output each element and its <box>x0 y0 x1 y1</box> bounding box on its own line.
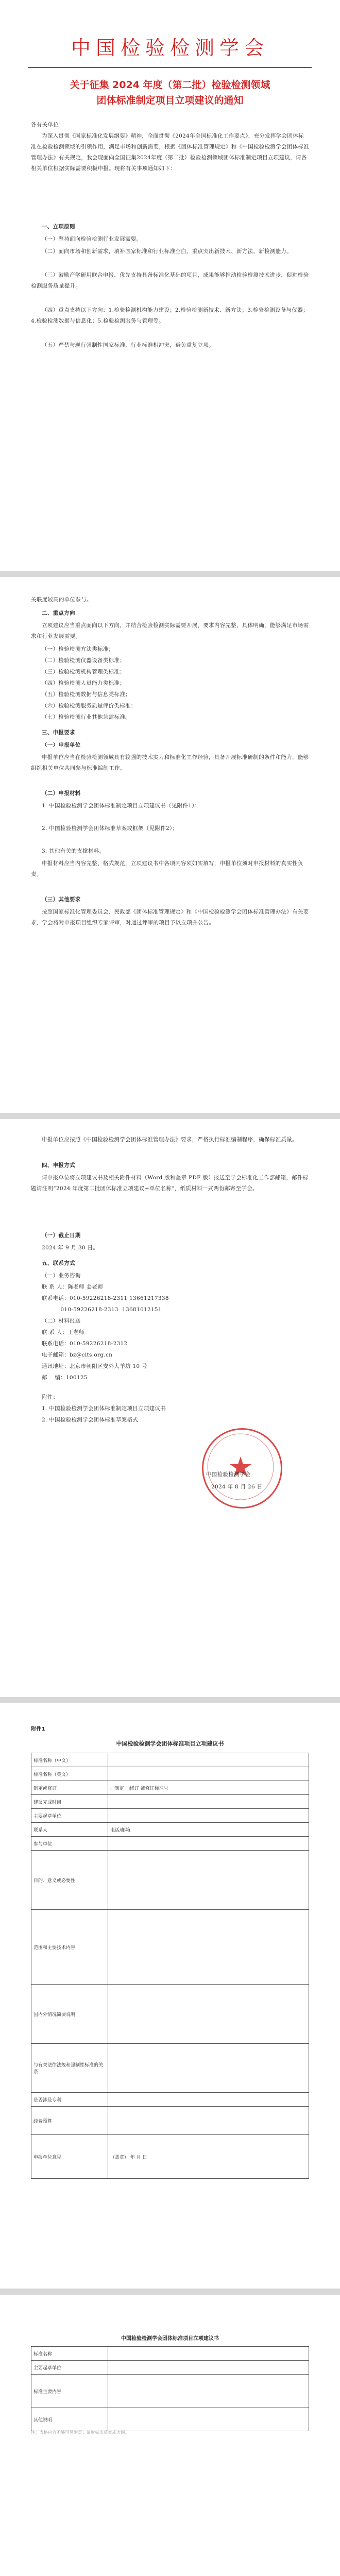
section-2-item: （七）检验检测行业其他急需标准。 <box>42 714 131 720</box>
section-2-title: 二、重点方向 <box>42 610 75 616</box>
page-1 <box>0 0 340 571</box>
form-value-cell: （盖章） 年 月 日 <box>108 2135 309 2179</box>
form-value-cell <box>108 1809 309 1823</box>
form-label-cell: 主要起草单位 <box>31 2361 108 2375</box>
form-label-cell: 其他说明 <box>31 2408 108 2431</box>
form-label-cell: 标准主要内容 <box>31 2375 108 2408</box>
paragraph-continued: 关联度较高的单位参与。 <box>31 597 92 603</box>
form-row <box>31 2375 309 2408</box>
section-2-item: （四）检验检测人员能力类标准； <box>42 680 125 686</box>
form-value-cell <box>108 2093 309 2107</box>
section-3-sub: （二）申报材料 <box>42 790 81 796</box>
form-value-cell <box>108 1795 309 1809</box>
form-label-cell: 经费预算 <box>31 2107 108 2135</box>
salutation: 各有关单位： <box>31 122 64 128</box>
contact-line: 联系电话：010-59226218-2311 13661217338 <box>42 1295 169 1301</box>
form-row <box>31 2044 309 2093</box>
sign-date: 2024 年 8 月 26 日 <box>211 1484 263 1490</box>
form-value-cell <box>108 1851 309 1910</box>
form-label-cell: 参与单位 <box>31 1837 108 1851</box>
form-value-cell <box>108 2347 309 2361</box>
form-row <box>31 1753 309 1767</box>
contact-line: 通讯地址：北京市朝阳区安外大羊坊 10 号 <box>42 1363 147 1369</box>
form-label-cell: 制定或修订 <box>31 1781 108 1795</box>
section-3-sub: （三）其他要求 <box>42 896 81 903</box>
form-value-cell: □制定 □修订 被修订标准号 <box>108 1781 309 1795</box>
section-1-item: （五）严禁与现行强制性国家标准、行业标准相冲突，避免重复立项。 <box>42 342 214 348</box>
form-label-cell: 标准名称 <box>31 2347 108 2361</box>
form-label-cell: 标准名称（英文） <box>31 1767 108 1781</box>
form-label-cell: 主要起草单位 <box>31 1809 108 1823</box>
form-row <box>31 1767 309 1781</box>
section-1-item: （一）坚持面向检验检测行业发展需要。 <box>42 236 142 242</box>
attachment-number: 附件1 <box>31 1726 45 1732</box>
form-label-cell: 申报单位意见 <box>31 2135 108 2179</box>
section-2-paragraph: 立项建议应当重点面向以下方向，并结合检验检测实际需要开展，要求内容完整、具体明确，能够满足市场需求和行业发展需要。 <box>31 622 309 639</box>
form-row <box>31 1837 309 1851</box>
section-2-item: （六）检验检测服务质量评价类标准； <box>42 703 137 709</box>
form-label-cell: 标准名称（中文） <box>31 1753 108 1767</box>
form-value-cell <box>108 2408 309 2431</box>
form-row <box>31 2135 309 2179</box>
form-value-cell <box>108 1910 309 1985</box>
deadline-label: （一）截止日期 <box>42 1232 81 1239</box>
form-row <box>31 1795 309 1809</box>
form-value-cell <box>108 2375 309 2408</box>
form-row <box>31 2347 309 2361</box>
page-3 <box>0 1119 340 1697</box>
form-row <box>31 1851 309 1910</box>
section-3-list-item: 1. 中国检验检测学会团体标准制定项目立项建议书（见附件1）； <box>42 803 200 809</box>
contact-line: （一）业务咨询 <box>42 1273 81 1279</box>
page-2 <box>0 577 340 1113</box>
letterhead-rule <box>28 67 312 68</box>
section-3-paragraph: 按照国家标准化管理委员会、民政部《团体标准管理规定》和《中国检验检测学会团体标准管理办法》有关要求，学会将对申报项目组织专家评审，对通过评审的项目予以立项并公告。 <box>31 909 309 926</box>
section-1-item: （三）鼓励产学研用联合申报，优先支持具备标准化基础的项目，成果能够推动检验检测技术进步，促进检验检测服务质量提升。 <box>31 272 309 289</box>
section-2-item: （五）检验检测数据与信息类标准； <box>42 691 131 698</box>
form-value-cell <box>108 2107 309 2135</box>
page-separator <box>0 2289 340 2295</box>
section-2-item: （二）检验检测仪器设备类标准； <box>42 657 125 664</box>
form-value-cell <box>108 2361 309 2375</box>
section-2-item: （一）检验检测方法类标准； <box>42 646 114 652</box>
section-3-paragraph: 申报单位应当在检验检测领域具有较强的技术实力和标准化工作经验，具备开展标准研制的条件和能力，能够组织相关单位共同参与标准编制工作。 <box>31 754 309 771</box>
doc-title-line1: 关于征集 2024 年度（第二批）检验检测领域 <box>70 79 270 91</box>
form-value-cell: 电话/邮箱 <box>108 1823 309 1837</box>
attachments-label: 附件： <box>42 1394 59 1400</box>
section-3-list-item: 2. 中国检验检测学会团体标准草案或框架（见附件2）； <box>42 825 178 832</box>
section-3-sub: （一）申报单位 <box>42 742 81 748</box>
page-5 <box>0 2295 340 2576</box>
form-label-cell: 与有关法律法规和强制性标准的关系 <box>31 2044 108 2093</box>
paragraph: 申报单位应按照《中国检验检测学会团体标准管理办法》要求，严格执行标准编制程序，确保标准质量。 <box>42 1137 298 1143</box>
page-4 <box>0 1703 340 2289</box>
intro-paragraph: 为深入贯彻《国家标准化发展纲要》精神，全面贯彻《2024年全国标准化工作要点》，充分发挥学会团体标准在检验检测领域的引领作用，满足市场和创新需要，根据《团体标准管理规定》和《中国检验检测学会团体标准管理办法》有关规定，我会现面向全国征集2024年度（第二批）检验检测领域团体标准制定项目立项建议，请各相关单位根据实际需要积极申报。现将有关事项通知如下： <box>31 133 309 172</box>
section-4-paragraph: 请申报单位将立项建议书及相关附件材料（Word 版和盖章 PDF 版）报送至学会标准化工作部邮箱，邮件标题请注明“2024 年度第二批团体标准立项建议+单位名称”，纸质材料一式两份邮寄至学会。 <box>31 1175 309 1192</box>
form-value-cell <box>108 2044 309 2093</box>
form-value-cell <box>108 1753 309 1767</box>
contact-line: 010-59226218-2313 13681012151 <box>42 1307 162 1313</box>
section-3-paragraph: 申报材料应当内容完整、格式规范，立项建议书中各项内容须如实填写，申报单位须对申报材料的真实性负责。 <box>31 860 303 877</box>
official-seal-icon <box>202 1428 282 1509</box>
doc-title-line2: 团体标准制定项目立项建议的通知 <box>96 95 244 106</box>
form-row <box>31 2107 309 2135</box>
section-4-title: 四、申报方式 <box>42 1162 75 1168</box>
form-row <box>31 2093 309 2107</box>
section-2-item: （三）检验检测机构管理类标准； <box>42 669 125 675</box>
contact-line: 联 系 人：陈老师 姜老师 <box>42 1284 103 1290</box>
proposal-form-table <box>31 1753 309 2179</box>
form-label-cell: 联系人 <box>31 1823 108 1837</box>
form-title: 中国检验检测学会团体标准项目立项建议书 <box>121 2336 219 2342</box>
form-title: 中国检验检测学会团体标准项目立项建议书 <box>116 1740 224 1747</box>
attachment-item: 2. 中国检验检测学会团体标准草案格式 <box>42 1417 139 1423</box>
section-1-item: （二）面向市场和创新需求，填补国家标准和行业标准空白，重点突出新技术、新方法、新检测能力。 <box>42 248 292 255</box>
contact-line: 电子邮箱：bz@cits.org.cn <box>42 1352 113 1358</box>
form-label-cell: 国内外情况简要说明 <box>31 1985 108 2044</box>
form-label-cell: 建议完成时间 <box>31 1795 108 1809</box>
form-row <box>31 1781 309 1795</box>
form-row <box>31 1985 309 2044</box>
form-label-cell: 目的、意义或必要性 <box>31 1851 108 1910</box>
signer: 中国检验检测学会 <box>206 1471 251 1478</box>
page-separator <box>0 1113 340 1119</box>
form-row <box>31 1809 309 1823</box>
section-1-title: 一、立项原则 <box>42 224 75 230</box>
form-footnote: 注：表格内容不够可另附页；请附标准草案或大纲。 <box>31 2430 129 2435</box>
form-row <box>31 2361 309 2375</box>
section-5-title: 五、联系方式 <box>42 1260 75 1266</box>
form-row <box>31 1910 309 1985</box>
content-form-table <box>31 2346 309 2431</box>
deadline-date: 2024 年 9 月 30 日。 <box>42 1245 99 1251</box>
letterhead-org: 中国检验检测学会 <box>71 37 269 59</box>
form-row <box>31 1823 309 1837</box>
attachment-item: 1. 中国检验检测学会团体标准制定项目立项建议书 <box>42 1405 166 1412</box>
page-separator <box>0 571 340 577</box>
form-row <box>31 2408 309 2431</box>
contact-line: 联系电话：010-59226218-2312 <box>42 1341 128 1347</box>
form-label-cell: 是否涉及专利 <box>31 2093 108 2107</box>
contact-line: （二）材料报送 <box>42 1318 81 1324</box>
contact-line: 联 系 人：王老师 <box>42 1329 84 1335</box>
section-3-list-item: 3. 其他有关的支撑材料。 <box>42 848 105 854</box>
page-separator <box>0 1697 340 1703</box>
form-value-cell <box>108 1985 309 2044</box>
form-value-cell <box>108 1767 309 1781</box>
section-3-title: 三、申报要求 <box>42 730 75 736</box>
contact-line: 邮 编：100125 <box>42 1375 88 1381</box>
section-1-item: （四）重点支持以下方向：1.检验检测机构能力建设；2.检验检测新技术、新方法；3.检验检测设备与仪器；4.检验检测数据与信息化；5.检验检测服务与管理等。 <box>31 307 309 324</box>
form-value-cell <box>108 1837 309 1851</box>
form-label-cell: 范围和主要技术内容 <box>31 1910 108 1985</box>
